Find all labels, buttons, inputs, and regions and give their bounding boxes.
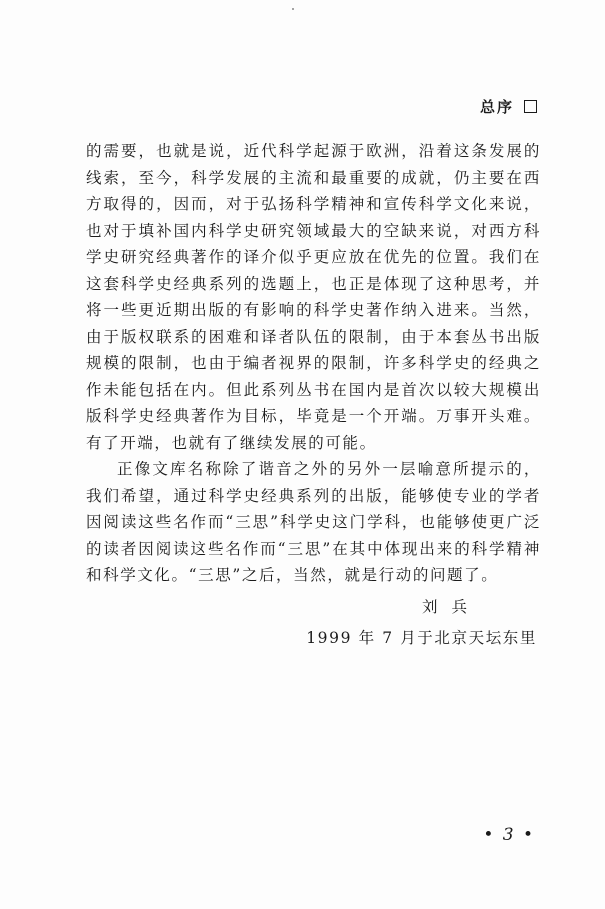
page-number: • 3 • [483, 825, 535, 845]
author-name: 刘兵 [421, 598, 481, 616]
running-head-title: 总序 [479, 98, 514, 116]
square-box-icon [524, 100, 537, 113]
signature-block [306, 592, 537, 654]
paragraph-continued: 的需要，也就是说，近代科学起源于欧洲，沿着这条发展的线索，至今，科学发展的主流和最重要的成就，仍主要在西方取得的，因而，对于弘扬科学精神和宣传科学文化来说，也对于填补国内科学史研究领域最大的空缺来说，对西方科学史研究经典著作的译介似乎更应放在优先的位置。我们在这套科学史经典系列的选题上，也正是体现了这种思考，并将一些更近期出版的有影响的科学史著作纳入进来。当然，由于版权联系的困难和译者队伍的限制，由于本套丛书出版规模的限制，也由于编者视界的限制，许多科学史的经典之作未能包括在内。但此系列丛书在国内是首次以较大规模出版科学史经典著作为目标，毕竟是一个开端。万事开头难。有了开端，也就有了继续发展的可能。 [86, 142, 541, 452]
signature-date-place: 1999 年 7 月于北京天坛东里 [306, 629, 537, 647]
body-text [86, 138, 541, 589]
paragraph-second: 正像文库名称除了谐音之外的另外一层喻意所提示的，我们希望，通过科学史经典系列的出版，能够使专业的学者因阅读这些名作而“三思”科学史这门学科，也能够使更广泛的读者因阅读这些名作而“三思”在其中体现出来的科学精神和科学文化。“三思”之后，当然，就是行动的问题了。 [86, 460, 541, 584]
running-head [480, 96, 537, 117]
scan-speck [292, 8, 294, 10]
